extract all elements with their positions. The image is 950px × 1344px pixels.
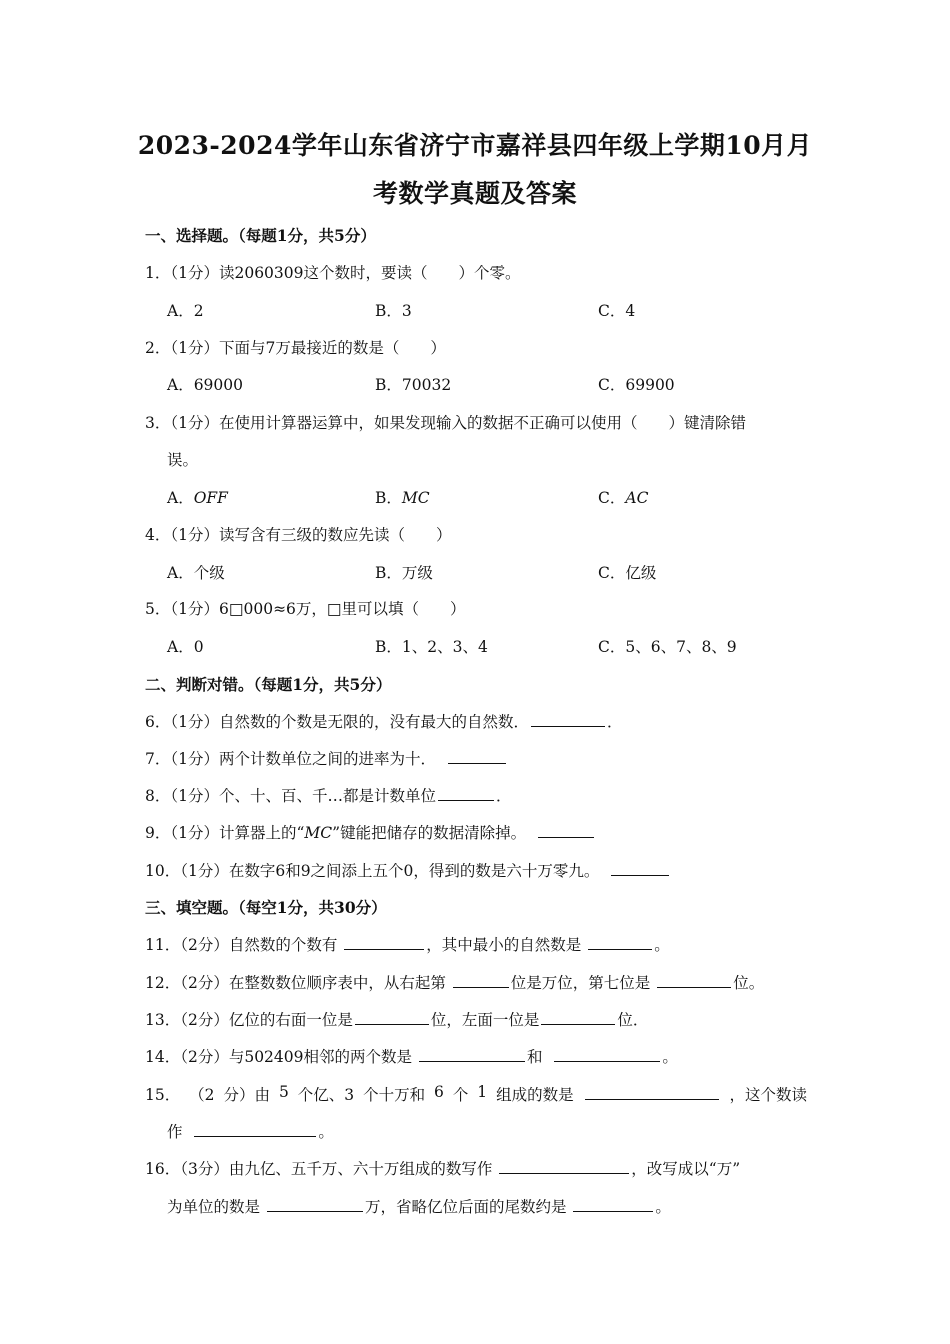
question-9: 9．（1分）计算器上的“MC”键能把储存的数据清除掉。: [145, 821, 596, 843]
question-16: 16．（3分）由九亿、五千万、六十万组成的数写作 ，改写成以“万”: [145, 1157, 740, 1179]
question-6: 6．（1分）自然数的个数是无限的，没有最大的自然数． ．: [145, 710, 623, 732]
answer-blank[interactable]: [194, 1120, 316, 1137]
q4-option-c: C．亿级: [598, 564, 657, 582]
answer-blank[interactable]: [419, 1045, 525, 1062]
q1-option-a: A．2: [167, 302, 204, 320]
answer-blank[interactable]: [554, 1045, 660, 1062]
question-12: 12．（2分）在整数数位顺序表中，从右起第 位是万位，第七位是 位。: [145, 971, 764, 993]
question-10: 10．（1分）在数字6和9之间添上五个0，得到的数是六十万零九。: [145, 859, 671, 881]
section-heading-judge: 二、判断对错。（每题1分，共5分）: [145, 675, 392, 694]
q5-option-a: A．0: [167, 638, 204, 656]
question-15: 15． （2 分）由 5 个亿、3 个十万和 6 个 1 组成的数是 ，这个数读: [145, 1083, 807, 1104]
question-3-continued: 误。: [167, 451, 199, 469]
answer-blank[interactable]: [611, 859, 669, 876]
answer-blank[interactable]: [499, 1157, 629, 1174]
question-8: 8．（1分）个、十、百、千…都是计数单位 ．: [145, 784, 512, 806]
page-title-line1: 2023-2024学年山东省济宁市嘉祥县四年级上学期10月月: [137, 131, 813, 160]
answer-blank[interactable]: [355, 1008, 429, 1025]
question-14: 14．（2分）与502409相邻的两个数是 和 。: [145, 1045, 678, 1067]
question-16-continued: 为单位的数是 万，省略亿位后面的尾数约是 。: [167, 1195, 671, 1217]
question-7: 7．（1分）两个计数单位之间的进率为十．: [145, 747, 508, 769]
answer-blank[interactable]: [657, 971, 731, 988]
question-13: 13．（2分）亿位的右面一位是 位，左面一位是 位．: [145, 1008, 648, 1030]
q3-option-a: A．OFF: [167, 489, 228, 507]
q4-option-b: B．万级: [375, 564, 433, 582]
answer-blank[interactable]: [448, 747, 506, 764]
answer-blank[interactable]: [541, 1008, 615, 1025]
answer-blank[interactable]: [538, 821, 594, 838]
q3-option-b: B．MC: [375, 489, 430, 507]
question-1: 1．（1分）读2060309这个数时，要读（ ）个零。: [145, 264, 521, 282]
q2-option-c: C．69900: [598, 376, 675, 394]
page-title-line2: 考数学真题及答案: [372, 179, 577, 208]
answer-blank[interactable]: [267, 1195, 363, 1212]
q4-option-a: A．个级: [167, 564, 225, 582]
q5-option-c: C．5、6、7、8、9: [598, 638, 737, 656]
answer-blank[interactable]: [453, 971, 509, 988]
answer-blank[interactable]: [585, 1083, 719, 1100]
question-15-continued: 作 。: [167, 1120, 334, 1142]
section-heading-choice: 一、选择题。（每题1分，共5分）: [145, 226, 376, 245]
q3-option-c: C．AC: [598, 489, 649, 507]
section-heading-fill: 三、填空题。（每空1分，共30分）: [145, 898, 387, 917]
answer-blank[interactable]: [588, 933, 652, 950]
question-5: 5．（1分）6□000≈6万，□里可以填（ ）: [145, 600, 466, 618]
answer-blank[interactable]: [438, 784, 494, 801]
answer-blank[interactable]: [531, 710, 605, 727]
question-4: 4．（1分）读写含有三级的数应先读（ ）: [145, 526, 452, 544]
q1-option-b: B．3: [375, 302, 412, 320]
answer-blank[interactable]: [344, 933, 424, 950]
q2-option-b: B．70032: [375, 376, 452, 394]
question-11: 11．（2分）自然数的个数有 ，其中最小的自然数是 。: [145, 933, 670, 955]
q1-option-c: C．4: [598, 302, 636, 320]
q2-option-a: A．69000: [167, 376, 244, 394]
question-2: 2．（1分）下面与7万最接近的数是（ ）: [145, 339, 446, 357]
q5-option-b: B．1、2、3、4: [375, 638, 488, 656]
question-3: 3．（1分）在使用计算器运算中，如果发现输入的数据不正确可以使用（ ）键清除错: [145, 414, 746, 432]
answer-blank[interactable]: [573, 1195, 653, 1212]
